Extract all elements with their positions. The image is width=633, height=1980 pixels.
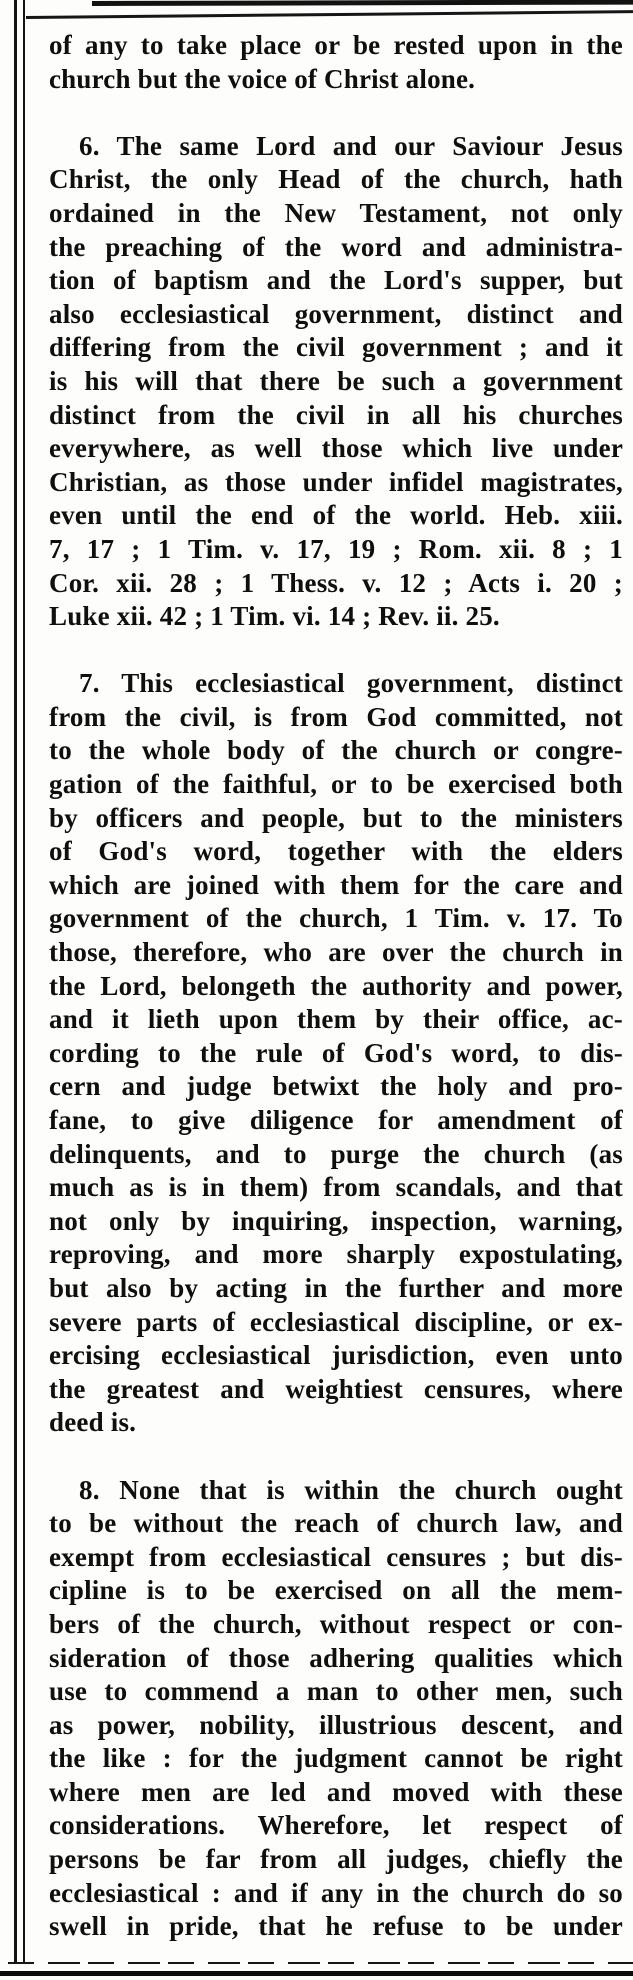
text-line: 8. None that is within the church ought xyxy=(79,1474,623,1505)
text-line: deed is. xyxy=(49,1407,137,1438)
paragraph xyxy=(49,29,623,96)
text-line: ecclesiastical : and if any in the church do so xyxy=(49,1877,623,1908)
text-line: to the whole body of the church or congre- xyxy=(49,735,623,766)
text-line: from the civil, is from God committed, not xyxy=(49,701,623,732)
text-line: sideration of those adhering qualities which xyxy=(49,1642,623,1673)
text-line: also ecclesiastical government, distinct and xyxy=(49,298,623,329)
text-line: where men are led and moved with these xyxy=(49,1776,623,1807)
text-line: to be without the reach of church law, and xyxy=(49,1508,623,1539)
text-line: severe parts of ecclesiastical discipline, or ex- xyxy=(49,1306,623,1337)
text-line: 7, 17 ; 1 Tim. v. 17, 19 ; Rom. xii. 8 ; 1 xyxy=(49,533,623,564)
text-line: delinquents, and to purge the church (as xyxy=(49,1138,623,1169)
text-line: those, therefore, who are over the church in xyxy=(49,937,623,968)
text-line: use to commend a man to other men, such xyxy=(49,1676,623,1707)
text-line: and it lieth upon them by their office, ac- xyxy=(49,1004,623,1035)
text-line: as power, nobility, illustrious descent, and xyxy=(49,1709,623,1740)
text-line: 6. The same Lord and our Saviour Jesus xyxy=(79,130,623,161)
text-line: ercising ecclesiastical jurisdiction, even unto xyxy=(49,1340,623,1371)
text-line: 7. This ecclesiastical government, distinct xyxy=(79,668,623,699)
text-line: the Lord, belongeth the authority and power, xyxy=(49,970,623,1001)
text-line: the preaching of the word and administra- xyxy=(49,231,623,262)
page-border-top-thin-rule xyxy=(26,10,633,19)
text-line: everywhere, as well those which live under xyxy=(49,433,623,464)
text-line: reproving, and more sharply expostulating, xyxy=(49,1239,623,1270)
text-line: not only by inquiring, inspection, warning, xyxy=(49,1205,623,1236)
text-line: Christian, as those under infidel magistrates, xyxy=(49,466,623,497)
page-border-left-outer-rule xyxy=(14,0,17,1964)
text-line: the greatest and weightiest censures, where xyxy=(49,1373,623,1404)
paragraph xyxy=(49,667,623,1440)
text-line: swell in pride, that he refuse to be under xyxy=(49,1911,623,1942)
page-border-bottom-solid-rule xyxy=(0,1971,633,1976)
text-line: of God's word, together with the elders xyxy=(49,836,623,867)
text-line: gation of the faithful, or to be exercised both xyxy=(49,769,623,800)
text-line: differing from the civil government ; and it xyxy=(49,332,623,363)
text-line: much as is in them) from scandals, and that xyxy=(49,1172,623,1203)
text-line: considerations. Wherefore, let respect of xyxy=(49,1810,623,1841)
text-line: bers of the church, without respect or con- xyxy=(49,1608,623,1639)
text-line: Christ, the only Head of the church, hath xyxy=(49,164,623,195)
text-line: tion of baptism and the Lord's supper, but xyxy=(49,265,623,296)
text-line: Cor. xii. 28 ; 1 Thess. v. 12 ; Acts i. 20 ; xyxy=(49,567,623,598)
text-line: which are joined with them for the care and xyxy=(49,869,623,900)
text-line: but also by acting in the further and more xyxy=(49,1272,623,1303)
paragraph xyxy=(49,1474,623,1944)
text-line: the like : for the judgment cannot be right xyxy=(49,1743,623,1774)
page-border-top-thick-rule xyxy=(92,0,633,6)
text-line: by officers and people, but to the ministers xyxy=(49,802,623,833)
page-border-left-inner-rule xyxy=(23,0,25,1964)
text-line: cipline is to be exercised on all the mem- xyxy=(49,1575,623,1606)
text-line: ordained in the New Testament, not only xyxy=(49,197,623,228)
text-line: cern and judge betwixt the holy and pro- xyxy=(49,1071,623,1102)
text-line: fane, to give diligence for amendment of xyxy=(49,1105,623,1135)
paragraph xyxy=(49,130,623,634)
text-line: government of the church, 1 Tim. v. 17. To xyxy=(49,903,623,934)
text-line: exempt from ecclesiastical censures ; but dis- xyxy=(49,1541,623,1572)
text-line: distinct from the civil in all his churches xyxy=(49,399,623,430)
page-border-bottom-dashed-rule xyxy=(8,1962,633,1964)
text-line: is his will that there be such a government xyxy=(49,365,623,396)
text-line: persons be far from all judges, chiefly the xyxy=(49,1844,623,1875)
text-column xyxy=(49,29,623,1944)
text-line: Luke xii. 42 ; 1 Tim. vi. 14 ; Rev. ii. 25. xyxy=(49,601,500,632)
text-line: of any to take place or be rested upon in the xyxy=(49,30,623,60)
text-line: cording to the rule of God's word, to dis- xyxy=(49,1037,623,1068)
text-line: even until the end of the world. Heb. xiii. xyxy=(49,500,623,531)
text-line: church but the voice of Christ alone. xyxy=(49,63,476,94)
